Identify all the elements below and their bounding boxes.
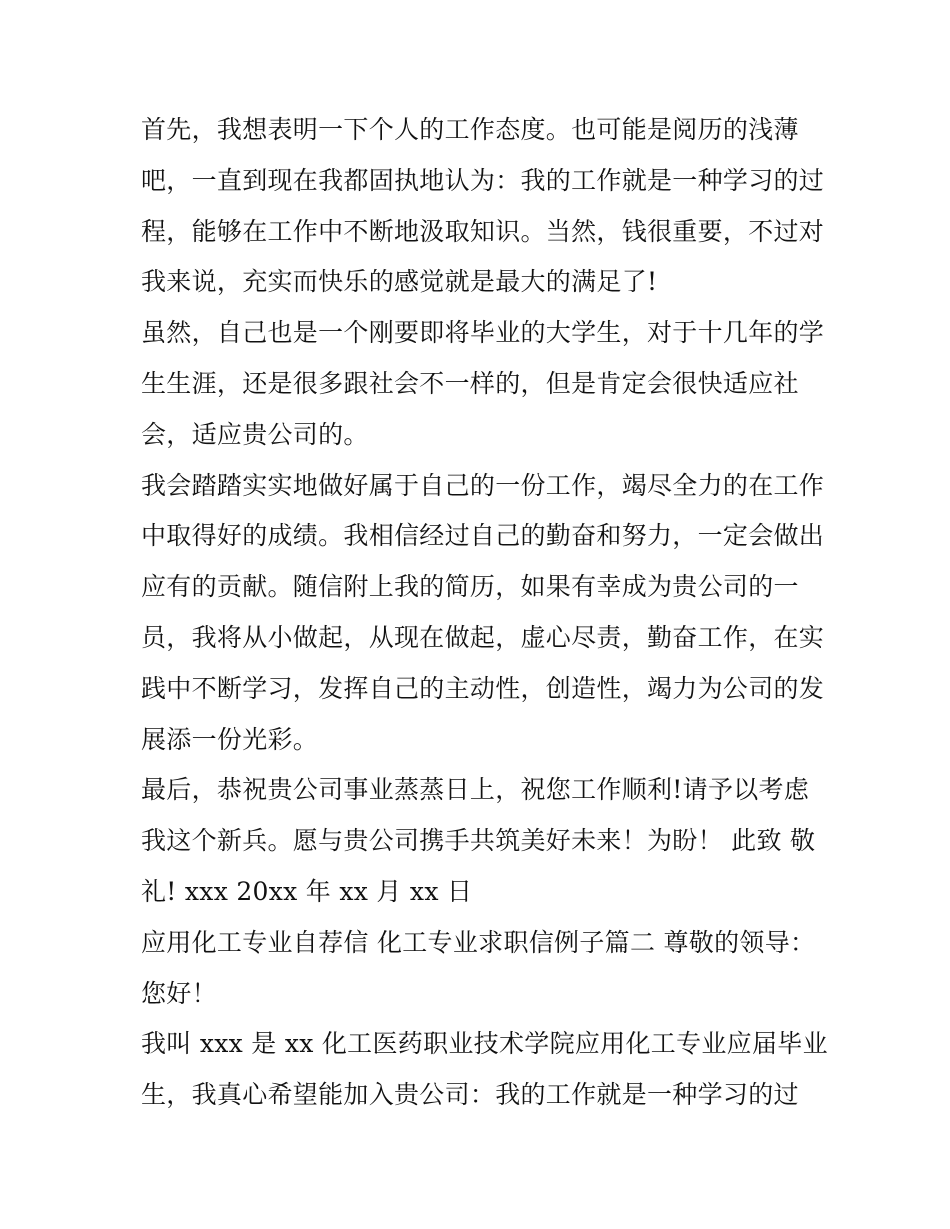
text-line: 您好！ xyxy=(141,978,217,1008)
text-line: 礼! xxx 20xx 年 xx 月 xx 日 xyxy=(141,876,473,906)
text-line: 会，适应贵公司的。 xyxy=(141,419,369,449)
text-line: 虽然，自己也是一个刚要即将毕业的大学生，对于十几年的学 xyxy=(141,318,825,348)
text-line: 应用化工专业自荐信 化工专业求职信例子篇二 尊敬的领导： xyxy=(141,927,816,957)
text-line: 生，我真心希望能加入贵公司：我的工作就是一种学习的过 xyxy=(141,1080,799,1110)
text-line: 展添一份光彩。 xyxy=(141,724,319,754)
text-line: 践中不断学习，发挥自己的主动性，创造性，竭力为公司的发 xyxy=(141,673,825,703)
text-line: 我来说，充实而快乐的感觉就是最大的满足了! xyxy=(141,267,658,297)
text-line: 我这个新兵。愿与贵公司携手共筑美好未来！为盼！ 此致 敬 xyxy=(141,826,816,856)
text-line: 中取得好的成绩。我相信经过自己的勤奋和努力，一定会做出 xyxy=(141,521,825,551)
text-line: 我叫 xxx 是 xx 化工医药职业技术学院应用化工专业应届毕业 xyxy=(141,1029,828,1059)
text-line: 生生涯，还是很多跟社会不一样的，但是肯定会很快适应社 xyxy=(141,368,799,398)
text-line: 首先，我想表明一下个人的工作态度。也可能是阅历的浅薄 xyxy=(141,115,799,144)
text-line: 我会踏踏实实地做好属于自己的一份工作，竭尽全力的在工作 xyxy=(141,470,825,500)
document-body xyxy=(141,105,828,1121)
text-line: 吧，一直到现在我都固执地认为：我的工作就是一种学习的过 xyxy=(141,165,825,195)
text-line: 员，我将从小做起，从现在做起，虚心尽责，勤奋工作，在实 xyxy=(141,622,825,652)
text-line: 应有的贡献。随信附上我的简历，如果有幸成为贵公司的一 xyxy=(141,572,799,602)
text-line: 最后，恭祝贵公司事业蒸蒸日上，祝您工作顺利!请予以考虑 xyxy=(141,775,810,805)
text-line: 程，能够在工作中不断地汲取知识。当然，钱很重要，不过对 xyxy=(141,216,825,246)
